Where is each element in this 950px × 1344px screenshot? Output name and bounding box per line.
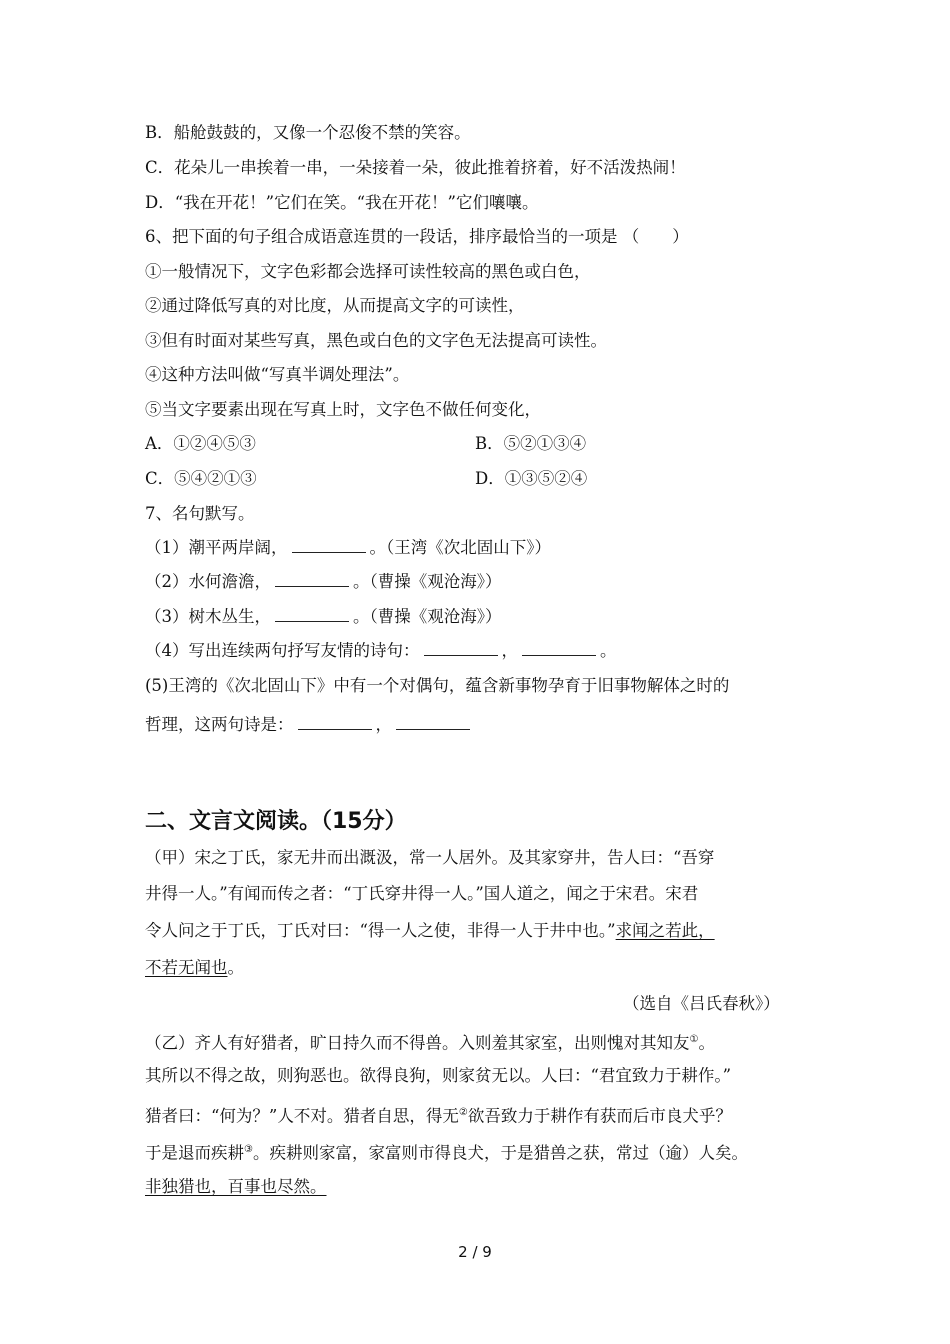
answer-blank [292,538,366,553]
underlined-sentence: 非独猎也，百事也尽然。 [145,1177,327,1196]
passage-yi-line-3: 猎者曰：“何为？”人不对。猎者自思，得无②欲吾致力于耕作有获而后市良犬乎？ [145,1106,732,1126]
underlined-sentence: 求闻之若此， [615,921,715,940]
passage-jia-line-4: 不若无闻也。 [145,958,244,977]
answer-blank [275,607,349,622]
q7-item-5-line-1: (5)王湾的《次北固山下》中有一个对偶句，蕴含新事物孕育于旧事物解体之时的 [145,676,730,695]
footnote-marker: ③ [244,1144,253,1155]
answer-blank [298,715,372,730]
passage-source: （选自《吕氏春秋》） [623,994,780,1013]
q5-option-b: B．船舱鼓鼓的，又像一个忍俊不禁的笑容。 [145,123,471,142]
answer-blank [396,715,470,730]
q7-item-3: （3）树木丛生， 。（曹操《观沧海》） [145,607,502,626]
q6-sentence-2: ②通过降低写真的对比度，从而提高文字的可读性， [145,296,525,315]
q7-item-4: （4）写出连续两句抒写友情的诗句： ， 。 [145,641,617,660]
passage-yi-line-1: （乙）齐人有好猎者，旷日持久而不得兽。入则羞其家室，出则愧对其知友①。 [145,1033,715,1053]
q6-stem: 6、把下面的句子组合成语意连贯的一段话，排序最恰当的一项是 （ ） [145,227,689,246]
page-number: 2 / 9 [458,1243,492,1261]
footnote-marker: ② [458,1107,468,1118]
q6-option-b: B．⑤②①③④ [475,434,587,453]
passage-yi-line-4: 于是退而疾耕③。疾耕则家富，家富则市得良犬，于是猎兽之获，常过（逾）人矣。 [145,1143,748,1163]
q6-sentence-3: ③但有时面对某些写真，黑色或白色的文字色无法提高可读性。 [145,331,607,350]
passage-yi-line-5 [145,1176,327,1198]
answer-blank [275,572,349,587]
q6-option-a: A．①②④⑤③ [145,434,256,453]
underlined-sentence: 不若无闻也 [145,958,228,977]
section-title: 二、文言文阅读。（15分） [145,809,407,834]
q6-option-d: D．①③⑤②④ [475,469,588,488]
q5-option-d: D．“我在开花！”它们在笑。“我在开花！”它们嚷嚷。 [145,193,539,212]
q6-option-c: C．⑤④②①③ [145,469,257,488]
passage-jia-line-2: 井得一人。”有闻而传之者：“丁氏穿井得一人。”国人道之，闻之于宋君。宋君 [145,884,699,903]
passage-jia-line-1: （甲）宋之丁氏，家无井而出溉汲，常一人居外。及其家穿井，告人曰：“吾穿 [145,848,715,867]
answer-blank [424,641,498,656]
q7-item-1: （1）潮平两岸阔， 。（王湾《次北固山下》） [145,538,551,557]
passage-yi-line-2: 其所以不得之故，则狗恶也。欲得良狗，则家贫无以。人曰：“君宜致力于耕作。” [145,1066,732,1085]
q7-item-5-line-2: 哲理，这两句诗是： ， [145,714,474,736]
q5-option-c: C．花朵儿一串挨着一串，一朵接着一朵，彼此推着挤着，好不活泼热闹！ [145,158,686,177]
footnote-marker: ① [689,1034,699,1045]
passage-jia-line-3: 令人问之于丁氏，丁氏对曰：“得一人之使，非得一人于井中也。”求闻之若此， [145,921,715,940]
answer-blank [522,641,596,656]
q7-stem: 7、名句默写。 [145,504,255,523]
q7-item-2: （2）水何澹澹， 。（曹操《观沧海》） [145,572,502,591]
q6-sentence-1: ①一般情况下，文字色彩都会选择可读性较高的黑色或白色， [145,262,591,281]
q6-sentence-5: ⑤当文字要素出现在写真上时，文字色不做任何变化， [145,400,541,419]
q6-sentence-4: ④这种方法叫做“写真半调处理法”。 [145,365,410,384]
